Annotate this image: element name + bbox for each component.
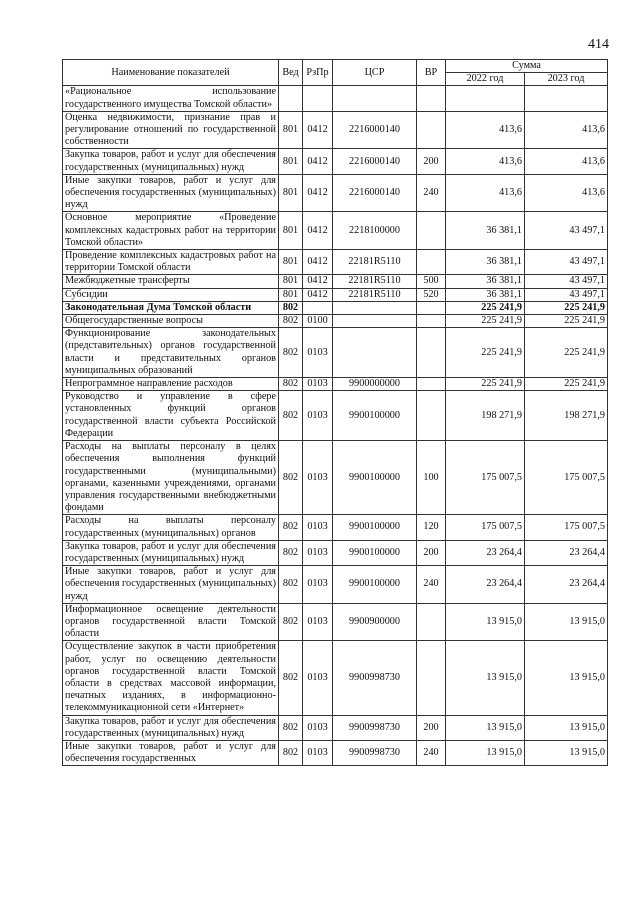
- row-vr-cell: 200: [417, 540, 446, 565]
- row-name-cell: Закупка товаров, работ и услуг для обеспечения государственных (муниципальных) нужд: [63, 715, 279, 740]
- row-vr-cell: 100: [417, 441, 446, 515]
- table-row: [63, 250, 608, 275]
- row-sum-2023-cell: 198 271,9: [525, 391, 608, 441]
- row-sum-2022-cell: 225 241,9: [446, 328, 525, 378]
- row-sum-2023-cell: 175 007,5: [525, 441, 608, 515]
- row-sum-2022-cell: 36 381,1: [446, 288, 525, 301]
- row-vr-cell: 500: [417, 275, 446, 288]
- table-row: [63, 715, 608, 740]
- row-sum-2022-cell: 413,6: [446, 174, 525, 212]
- row-vr-cell: [417, 111, 446, 149]
- row-ved-cell: 802: [279, 566, 303, 604]
- row-sum-2022-cell: 23 264,4: [446, 566, 525, 604]
- row-name-cell: Информационное освещение деятельности органов государственной власти Томской области: [63, 603, 279, 641]
- row-ved-cell: 802: [279, 378, 303, 391]
- row-csr-cell: 9900000000: [333, 378, 417, 391]
- table-row: [63, 391, 608, 441]
- row-name-cell: Расходы на выплаты персоналу государственных (муниципальных) органов: [63, 515, 279, 540]
- row-sum-2022-cell: 175 007,5: [446, 441, 525, 515]
- row-ved-cell: 801: [279, 288, 303, 301]
- row-rzpr-cell: 0412: [303, 288, 333, 301]
- row-rzpr-cell: 0103: [303, 515, 333, 540]
- page-number: 414: [588, 37, 609, 52]
- row-sum-2022-cell: 13 915,0: [446, 603, 525, 641]
- row-ved-cell: 802: [279, 328, 303, 378]
- table-row: [63, 86, 608, 111]
- row-vr-cell: 120: [417, 515, 446, 540]
- row-sum-2023-cell: 225 241,9: [525, 315, 608, 328]
- row-rzpr-cell: 0103: [303, 328, 333, 378]
- table-row: [63, 566, 608, 604]
- row-rzpr-cell: 0412: [303, 250, 333, 275]
- row-csr-cell: [333, 328, 417, 378]
- row-sum-2023-cell: [525, 86, 608, 111]
- row-rzpr-cell: 0103: [303, 715, 333, 740]
- row-csr-cell: 2216000140: [333, 174, 417, 212]
- row-vr-cell: [417, 301, 446, 314]
- row-vr-cell: 240: [417, 174, 446, 212]
- row-vr-cell: [417, 86, 446, 111]
- table-row: [63, 515, 608, 540]
- row-sum-2023-cell: 43 497,1: [525, 212, 608, 250]
- row-sum-2023-cell: 13 915,0: [525, 740, 608, 765]
- table-row: [63, 740, 608, 765]
- row-csr-cell: 9900100000: [333, 391, 417, 441]
- table-row: [63, 212, 608, 250]
- header-ved: Вед: [279, 60, 303, 86]
- row-sum-2023-cell: 225 241,9: [525, 328, 608, 378]
- row-name-cell: Расходы на выплаты персоналу в целях обеспечения выполнения функций государственными (муниципальными) органами, казенными учреждениями, органами управления государственными внебюджетными фондами: [63, 441, 279, 515]
- row-name-cell: Руководство и управление в сфере установленных функций органов государственной власти субъекта Российской Федерации: [63, 391, 279, 441]
- row-csr-cell: 9900100000: [333, 515, 417, 540]
- row-csr-cell: 22181R5110: [333, 288, 417, 301]
- header-name: Наименование показателей: [63, 60, 279, 86]
- row-rzpr-cell: 0103: [303, 740, 333, 765]
- table-row: [63, 540, 608, 565]
- row-sum-2023-cell: 23 264,4: [525, 566, 608, 604]
- row-ved-cell: 802: [279, 603, 303, 641]
- table-row: [63, 301, 608, 314]
- row-sum-2022-cell: 413,6: [446, 149, 525, 174]
- row-rzpr-cell: 0412: [303, 174, 333, 212]
- row-ved-cell: 801: [279, 250, 303, 275]
- row-rzpr-cell: 0412: [303, 212, 333, 250]
- row-rzpr-cell: 0100: [303, 315, 333, 328]
- row-sum-2022-cell: [446, 86, 525, 111]
- row-sum-2023-cell: 43 497,1: [525, 288, 608, 301]
- row-name-cell: Осуществление закупок в части приобретения работ, услуг по освещению деятельности органов государственной власти Томской области в средствах массовой информации, печатных изданиях, в информационно-телекоммуникационной сети «Интернет»: [63, 641, 279, 715]
- row-csr-cell: 2216000140: [333, 111, 417, 149]
- row-ved-cell: [279, 86, 303, 111]
- budget-table: [62, 59, 608, 766]
- row-csr-cell: 9900900000: [333, 603, 417, 641]
- row-rzpr-cell: [303, 86, 333, 111]
- row-ved-cell: 801: [279, 174, 303, 212]
- row-name-cell: Общегосударственные вопросы: [63, 315, 279, 328]
- table-row: [63, 328, 608, 378]
- row-ved-cell: 802: [279, 315, 303, 328]
- row-ved-cell: 802: [279, 391, 303, 441]
- row-sum-2022-cell: 225 241,9: [446, 301, 525, 314]
- row-sum-2023-cell: 413,6: [525, 149, 608, 174]
- row-vr-cell: 200: [417, 715, 446, 740]
- row-ved-cell: 802: [279, 641, 303, 715]
- row-ved-cell: 801: [279, 212, 303, 250]
- header-year-2023: 2023 год: [525, 73, 608, 86]
- table-header: [63, 60, 608, 86]
- row-rzpr-cell: 0412: [303, 111, 333, 149]
- row-ved-cell: 802: [279, 441, 303, 515]
- row-rzpr-cell: 0412: [303, 275, 333, 288]
- row-sum-2023-cell: 43 497,1: [525, 250, 608, 275]
- row-sum-2022-cell: 13 915,0: [446, 715, 525, 740]
- row-csr-cell: 2218100000: [333, 212, 417, 250]
- table-body: [63, 86, 608, 766]
- row-sum-2023-cell: 43 497,1: [525, 275, 608, 288]
- table-row: [63, 149, 608, 174]
- row-csr-cell: 2216000140: [333, 149, 417, 174]
- row-vr-cell: [417, 391, 446, 441]
- row-name-cell: Межбюджетные трансферты: [63, 275, 279, 288]
- row-sum-2023-cell: 413,6: [525, 111, 608, 149]
- row-vr-cell: [417, 212, 446, 250]
- row-csr-cell: 9900100000: [333, 441, 417, 515]
- row-sum-2023-cell: 23 264,4: [525, 540, 608, 565]
- row-rzpr-cell: 0103: [303, 441, 333, 515]
- row-sum-2022-cell: 413,6: [446, 111, 525, 149]
- row-rzpr-cell: 0103: [303, 540, 333, 565]
- row-name-cell: Основное мероприятие «Проведение комплексных кадастровых работ на территории Томской области»: [63, 212, 279, 250]
- row-sum-2023-cell: 13 915,0: [525, 715, 608, 740]
- row-name-cell: Законодательная Дума Томской области: [63, 301, 279, 314]
- row-rzpr-cell: 0103: [303, 603, 333, 641]
- header-rzpr: РзПр: [303, 60, 333, 86]
- row-csr-cell: [333, 86, 417, 111]
- table-row: [63, 111, 608, 149]
- row-ved-cell: 802: [279, 740, 303, 765]
- header-summa: Сумма: [446, 60, 608, 73]
- row-sum-2022-cell: 175 007,5: [446, 515, 525, 540]
- row-vr-cell: 200: [417, 149, 446, 174]
- row-ved-cell: 801: [279, 275, 303, 288]
- row-name-cell: Функционирование законодательных (представительных) органов государственной власти и представительных органов муниципальных образований: [63, 328, 279, 378]
- table-row: [63, 275, 608, 288]
- row-name-cell: «Рациональное использование государственного имущества Томской области»: [63, 86, 279, 111]
- row-ved-cell: 801: [279, 149, 303, 174]
- header-csr: ЦСР: [333, 60, 417, 86]
- row-ved-cell: 802: [279, 515, 303, 540]
- row-sum-2023-cell: 225 241,9: [525, 378, 608, 391]
- row-csr-cell: [333, 315, 417, 328]
- row-sum-2023-cell: 175 007,5: [525, 515, 608, 540]
- row-csr-cell: 9900100000: [333, 540, 417, 565]
- row-vr-cell: 240: [417, 740, 446, 765]
- row-name-cell: Иные закупки товаров, работ и услуг для обеспечения государственных (муниципальных) нужд: [63, 174, 279, 212]
- row-ved-cell: 802: [279, 715, 303, 740]
- row-vr-cell: [417, 250, 446, 275]
- row-sum-2023-cell: 413,6: [525, 174, 608, 212]
- row-sum-2022-cell: 13 915,0: [446, 641, 525, 715]
- row-sum-2022-cell: 225 241,9: [446, 378, 525, 391]
- row-csr-cell: 9900100000: [333, 566, 417, 604]
- row-sum-2023-cell: 13 915,0: [525, 641, 608, 715]
- row-vr-cell: 240: [417, 566, 446, 604]
- row-rzpr-cell: 0103: [303, 641, 333, 715]
- row-name-cell: Субсидии: [63, 288, 279, 301]
- row-csr-cell: 22181R5110: [333, 250, 417, 275]
- row-rzpr-cell: 0103: [303, 378, 333, 391]
- row-name-cell: Иные закупки товаров, работ и услуг для обеспечения государственных: [63, 740, 279, 765]
- table-row: [63, 603, 608, 641]
- row-name-cell: Оценка недвижимости, признание прав и регулирование отношений по государственной собственности: [63, 111, 279, 149]
- row-sum-2022-cell: 225 241,9: [446, 315, 525, 328]
- table-row: [63, 641, 608, 715]
- row-name-cell: Закупка товаров, работ и услуг для обеспечения государственных (муниципальных) нужд: [63, 149, 279, 174]
- row-name-cell: Непрограммное направление расходов: [63, 378, 279, 391]
- row-sum-2022-cell: 36 381,1: [446, 250, 525, 275]
- row-sum-2022-cell: 23 264,4: [446, 540, 525, 565]
- row-sum-2022-cell: 13 915,0: [446, 740, 525, 765]
- table-row: [63, 378, 608, 391]
- row-csr-cell: 22181R5110: [333, 275, 417, 288]
- row-name-cell: Иные закупки товаров, работ и услуг для обеспечения государственных (муниципальных) нужд: [63, 566, 279, 604]
- row-vr-cell: [417, 328, 446, 378]
- row-vr-cell: [417, 641, 446, 715]
- table-row: [63, 315, 608, 328]
- row-name-cell: Проведение комплексных кадастровых работ на территории Томской области: [63, 250, 279, 275]
- row-csr-cell: 9900998730: [333, 740, 417, 765]
- row-vr-cell: [417, 315, 446, 328]
- row-rzpr-cell: 0103: [303, 566, 333, 604]
- row-rzpr-cell: 0412: [303, 149, 333, 174]
- row-sum-2023-cell: 13 915,0: [525, 603, 608, 641]
- row-name-cell: Закупка товаров, работ и услуг для обеспечения государственных (муниципальных) нужд: [63, 540, 279, 565]
- row-sum-2023-cell: 225 241,9: [525, 301, 608, 314]
- row-vr-cell: [417, 603, 446, 641]
- row-csr-cell: 9900998730: [333, 641, 417, 715]
- row-ved-cell: 801: [279, 111, 303, 149]
- row-csr-cell: [333, 301, 417, 314]
- row-vr-cell: [417, 378, 446, 391]
- row-sum-2022-cell: 36 381,1: [446, 212, 525, 250]
- table-row: [63, 288, 608, 301]
- row-rzpr-cell: [303, 301, 333, 314]
- row-rzpr-cell: 0103: [303, 391, 333, 441]
- row-sum-2022-cell: 198 271,9: [446, 391, 525, 441]
- table-row: [63, 441, 608, 515]
- row-ved-cell: 802: [279, 540, 303, 565]
- row-csr-cell: 9900998730: [333, 715, 417, 740]
- table-row: [63, 174, 608, 212]
- row-sum-2022-cell: 36 381,1: [446, 275, 525, 288]
- header-vr: ВР: [417, 60, 446, 86]
- row-vr-cell: 520: [417, 288, 446, 301]
- row-ved-cell: 802: [279, 301, 303, 314]
- header-year-2022: 2022 год: [446, 73, 525, 86]
